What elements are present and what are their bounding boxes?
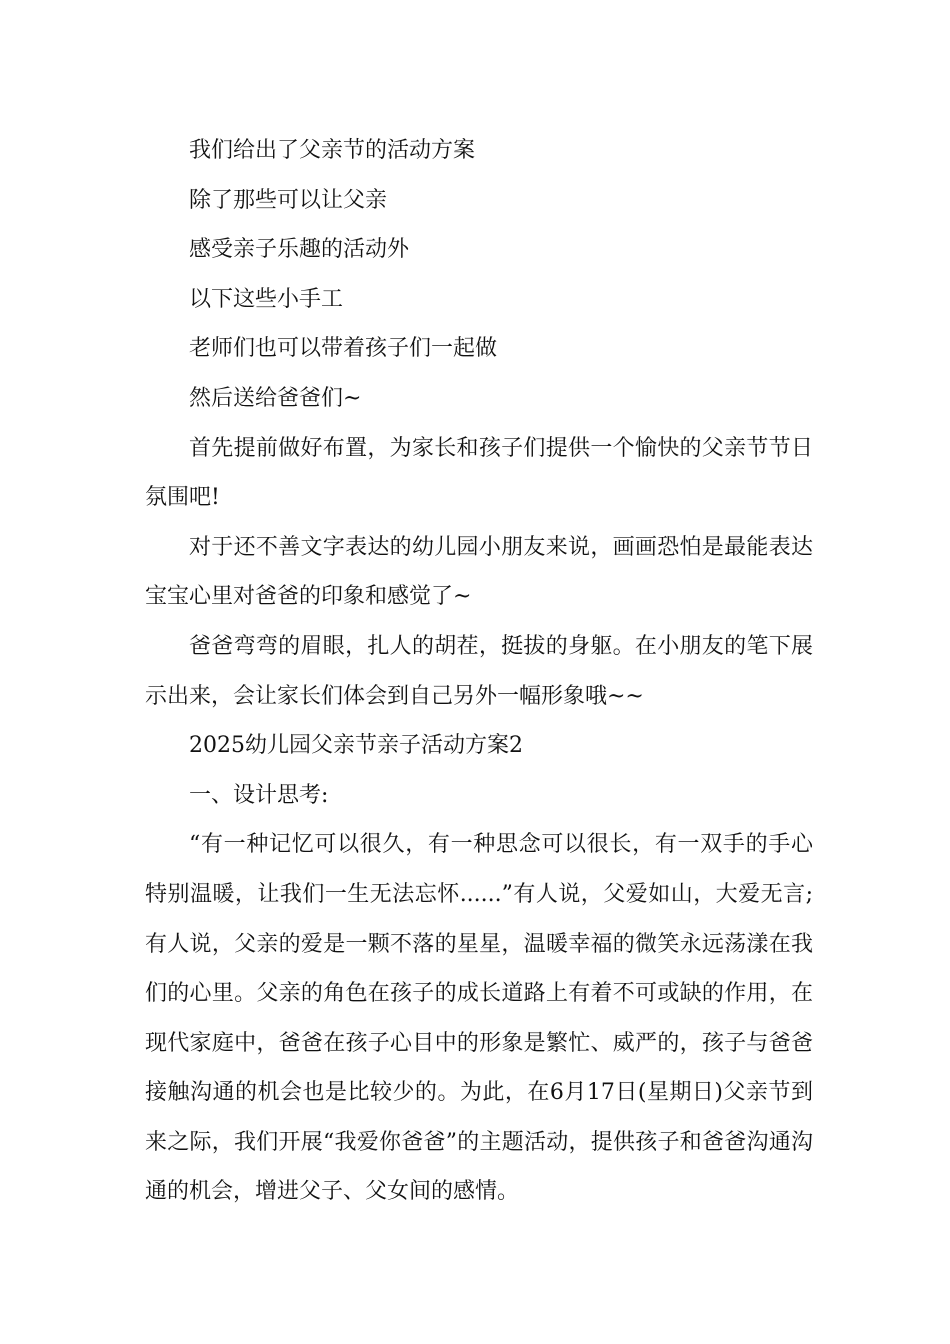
paragraph-3: 感受亲子乐趣的活动外 (189, 237, 410, 263)
paragraph-5: 老师们也可以带着孩子们一起做 (189, 336, 498, 362)
paragraph-1: 我们给出了父亲节的活动方案 (189, 138, 476, 163)
paragraph-6: 然后送给爸爸们~ (189, 385, 362, 411)
paragraph-12: “有一种记忆可以很久，有一种思念可以很长，有一双手的手心特别温暖，让我们一生无法忘怀......”有人说，父爱如山，大爱无言;有人说，父亲的爱是一颗不落的星星，温暖幸福的微笑永远荡漾在我们的心里。父亲的角色在孩子的成长道路上有着不可或缺的作用，在现代家庭中，爸爸在孩子心目中的形象是繁忙、威严的，孩子与爸爸接触沟通的机会也是比较少的。为此，在6月17日(星期日)父亲节到来之际，我们开展“我爱你爸爸”的主题活动，提供孩子和爸爸沟通沟通的机会，增进父子、父女间的感情。 (145, 832, 813, 1205)
section-heading: 一、设计思考: (189, 782, 329, 808)
document-body (145, 126, 813, 1217)
paragraph-7: 首先提前做好布置，为家长和孩子们提供一个愉快的父亲节节日氛围吧! (145, 435, 813, 511)
paragraph-9: 爸爸弯弯的眉眼，扎人的胡茬，挺拔的身躯。在小朋友的笔下展示出来，会让家长们体会到自己另外一幅形象哦~~ (145, 633, 813, 709)
paragraph-4: 以下这些小手工 (189, 286, 344, 312)
paragraph-2: 除了那些可以让父亲 (189, 187, 388, 213)
section-title: 2025幼儿园父亲节亲子活动方案2 (189, 733, 523, 759)
paragraph-8: 对于还不善文字表达的幼儿园小朋友来说，画画恐怕是最能表达宝宝心里对爸爸的印象和感觉了~ (145, 534, 813, 610)
